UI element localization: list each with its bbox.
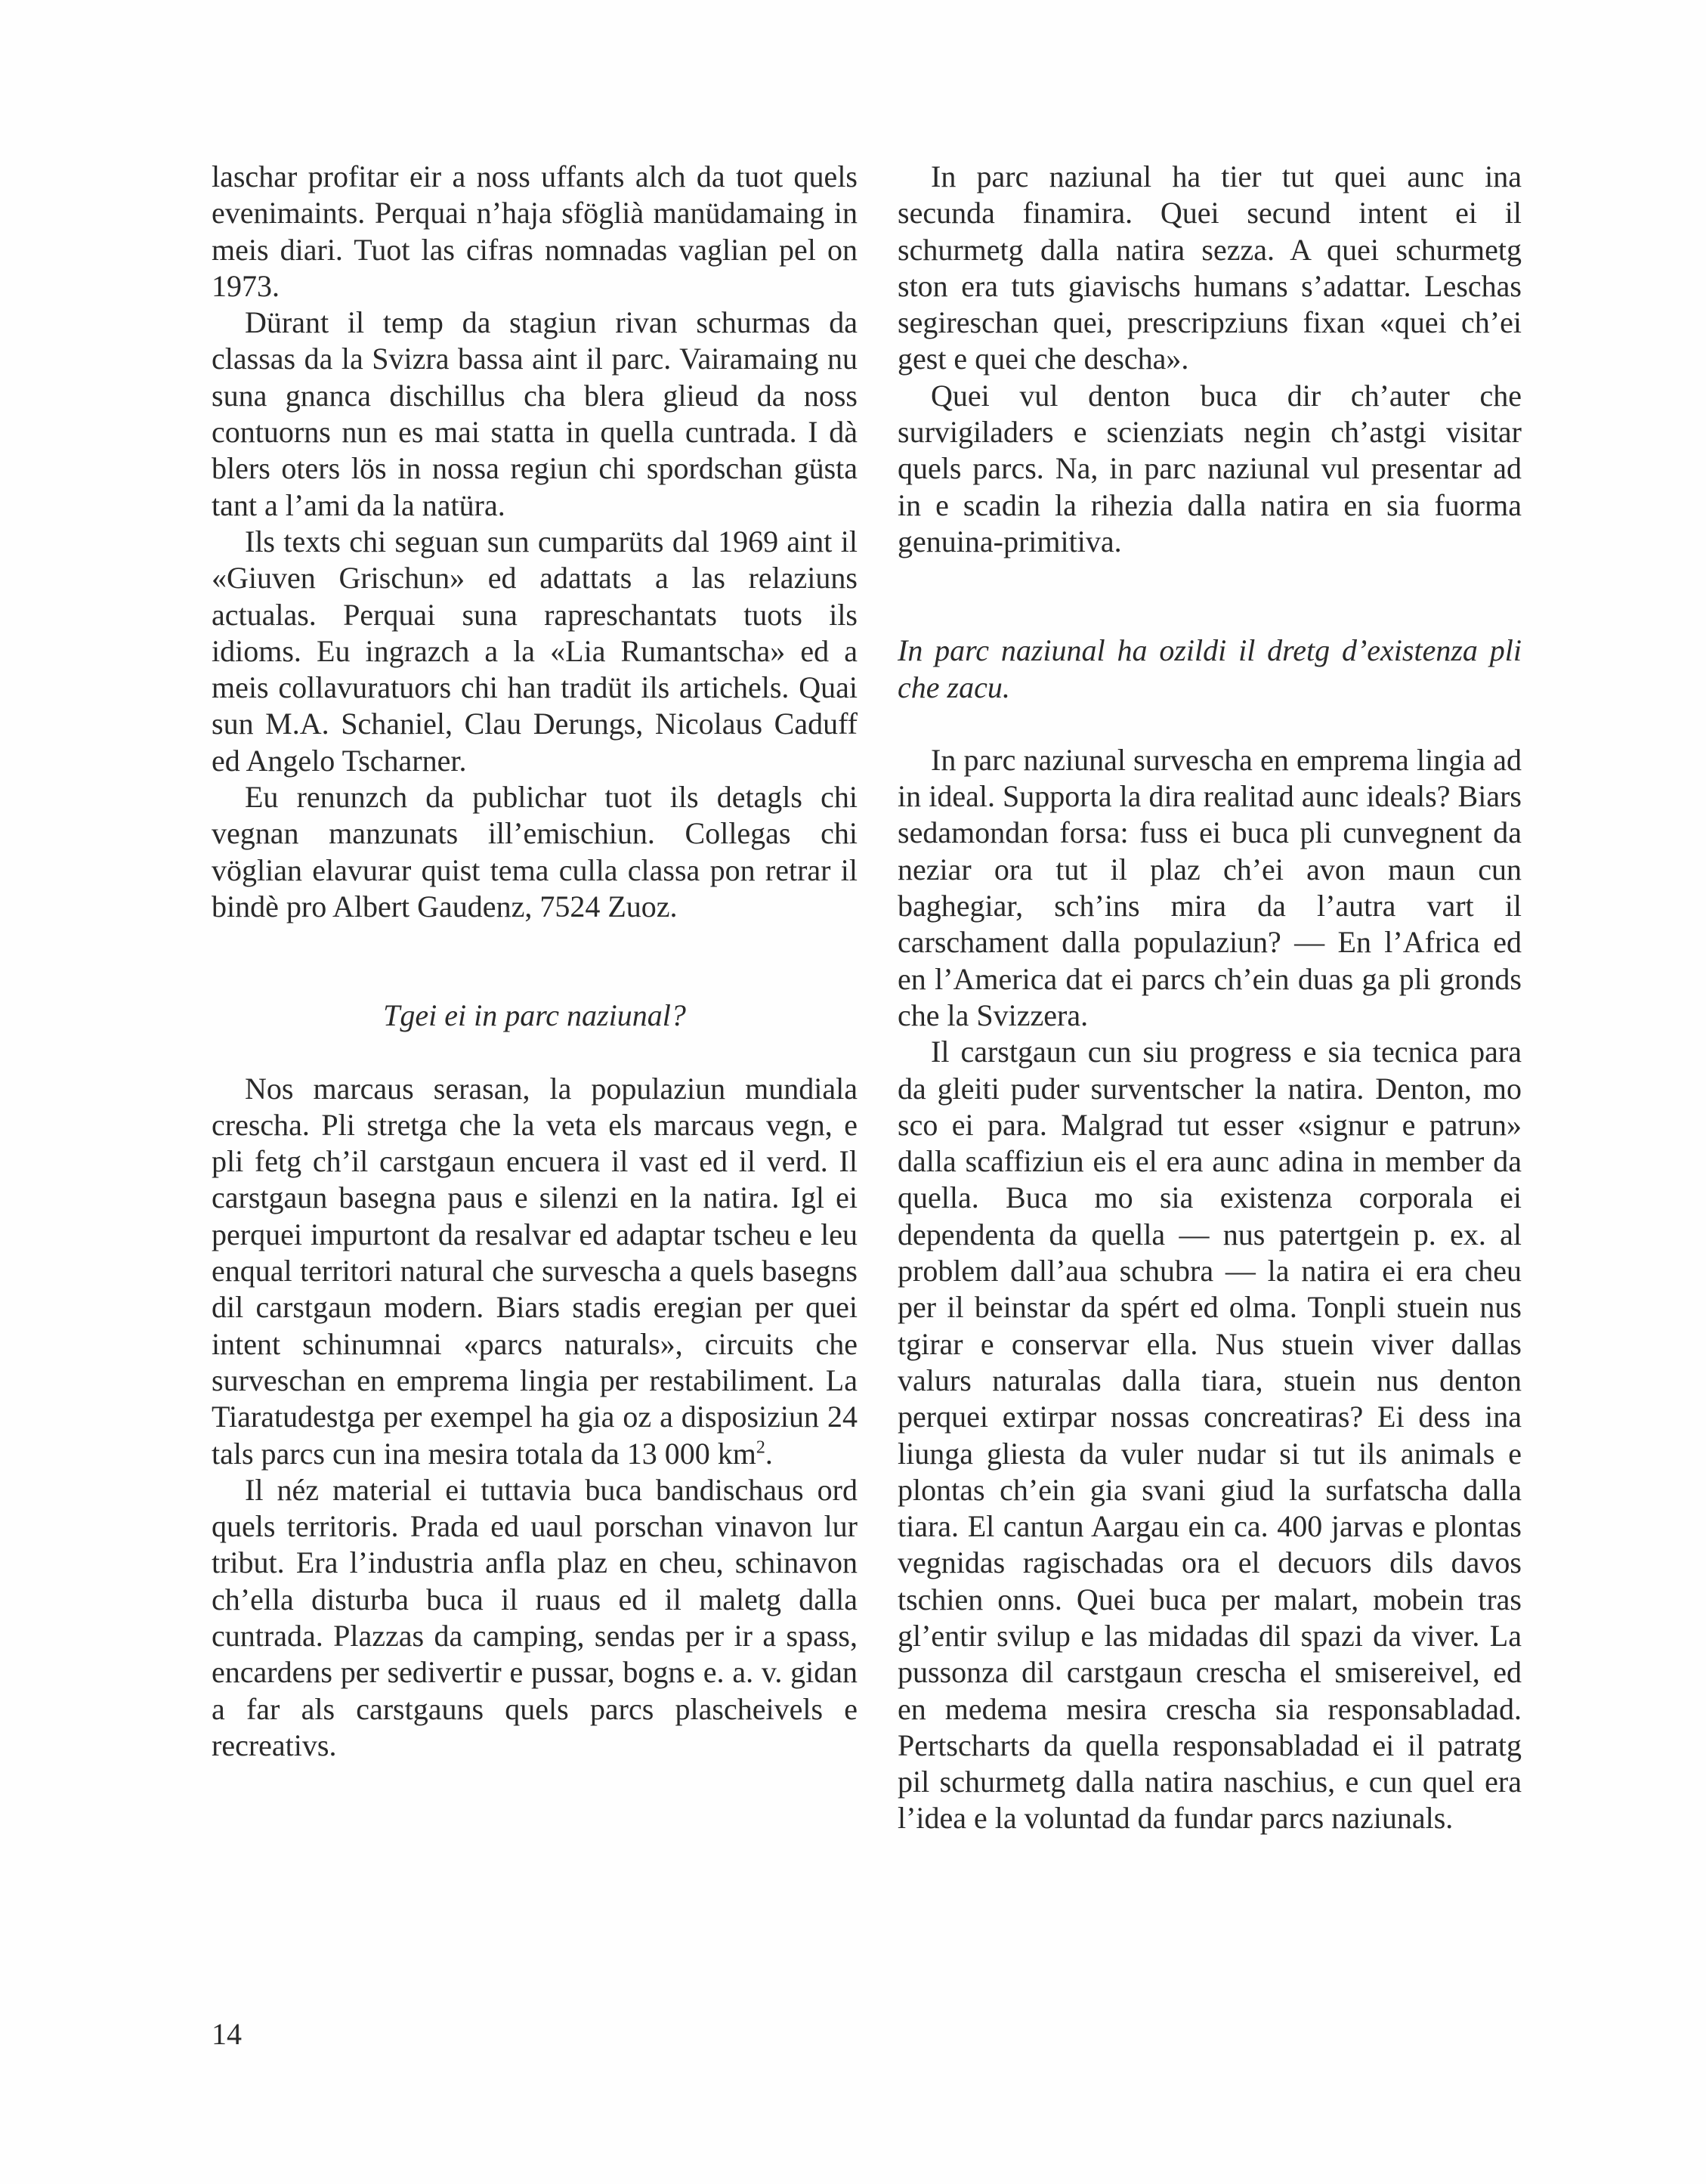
paragraph: In parc naziunal ha tier tut quei aunc ina secunda finamira. Quei secund intent ei il schurmetg dalla natira sezza. A quei schurmetg ston era tuts giavischs humans s’adattar. Leschas segireschan quei, prescripziuns fixan «quei ch’ei gest e quei che descha». (898, 159, 1522, 376)
paragraph: Il carstgaun cun siu progress e sia tecnica para da gleiti puder surventscher la natira. Denton, mo sco ei para. Malgrad tut esser «signur e patrun» dalla scaffiziun eis el era aunc adina in member da quella. Buca mo sia existenza corporala ei dependenta da quella — nus patertgein p. ex. al problem dall’aua schubra — la natira ei era cheu per il beinstar da spért ed olma. Tonpli stuein nus tgirar e conservar ella. Nus stuein viver dallas valurs naturalas dalla tiara, stuein nus denton perquei extirpar nossas concreatiras? Ei dess ina liunga gliesta da vuler nudar si tut ils animals e plontas ch’ein gia svani giud la surfatscha dalla tiara. El cantun Aargau ein ca. 400 jarvas e plontas vegnidas ragischadas ora el decuors dils davos tschien onns. Quei buca per malart, mobein tras gl’entir svilup e las midadas dil spazi da viver. La pussonza dil carstgaun crescha el smisereivel, ed en medema mesira crescha sia responsabladad. Pertscharts da quella responsabladad ei il patratg pil schurmetg dalla natira naschius, e cun quel era l’idea e la voluntad da fundar parcs naziunals. (898, 1035, 1522, 1836)
paragraph: Ils texts chi seguan sun cumparüts dal 1969 aint il «Giuven Grischun» ed adattats a las relaziuns actualas. Perquai suna rapreschantats tuots ils idioms. Eu ingrazch a la «Lia Rumantscha» ed a meis collavuratuors chi han tradüt ils artichels. Quai sun M.A. Schaniel, Clau Derungs, Nicolaus Caduff ed Angelo Tscharner. (212, 524, 858, 778)
superscript: 2 (756, 1437, 765, 1458)
section-heading: In parc naziunal ha ozildi il dretg d’existenza pli che zacu. (898, 633, 1522, 704)
right-column (898, 159, 1522, 1837)
punctuation: . (765, 1436, 773, 1471)
paragraph: Il néz material ei tuttavia buca bandischaus ord quels territoris. Prada ed uaul porschan vinavon lur tribut. Era l’industria anfla plaz en cheu, schinavon ch’ella disturba buca il ruaus ed il maletg dalla cuntrada. Plazzas da camping, sendas per ir a spass, encardens per sedivertir e pussar, bogns e. a. v. gidan a far als carstgauns quels parcs plascheivels e recreativs. (212, 1472, 858, 1762)
paragraph (212, 1071, 858, 1472)
left-column (212, 159, 858, 1764)
page-number: 14 (212, 2017, 242, 2051)
spacer (898, 706, 1522, 742)
spacer (212, 925, 858, 998)
spacer (212, 1035, 858, 1071)
section-heading: Tgei ei in parc naziunal? (383, 998, 686, 1033)
paragraph: Dürant il temp da stagiun rivan schurmas da classas da la Svizra bassa aint il parc. Vairamaing nu suna gnanca dischillus cha blera glieud da noss contuorns nun es mai statta in quella cuntrada. I dà blers oters lös in nossa regiun chi spordschan güsta tant a l’ami da la natüra. (212, 305, 858, 522)
paragraph: Eu renunzch da publichar tuot ils detagls chi vegnan manzunats ill’emischiun. Collegas chi vöglian elavurar quist tema culla classa pon retrar il bindè pro Albert Gaudenz, 7524 Zuoz. (212, 780, 858, 923)
paragraph: Quei vul denton buca dir ch’auter che survigiladers e scienziats negin ch’astgi visitar quels parcs. Na, in parc naziunal vul presentar ad in e scadin la rihezia dalla natira en sia fuorma genuina-primitiva. (898, 378, 1522, 558)
paragraph: In parc naziunal survescha en emprema lingia ad in ideal. Supporta la dira realitad aunc ideals? Biars sedamondan forsa: fuss ei buca pli cunvegnent da neziar ora tut il plaz ch’ei avon maun cun baghegiar, sch’ins mira da l’autra vart il carschament dalla populaziun? — En l’Africa ed en l’America dat ei parcs ch’ein duas ga pli gronds che la Svizzera. (898, 742, 1522, 1032)
spacer (898, 560, 1522, 633)
paragraph-text: Nos marcaus serasan, la populaziun mundiala crescha. Pli stretga che la veta els marcaus vegn, e pli fetg ch’il carstgaun encuera il vast ed il verd. Il carstgaun basegna paus e silenzi en la natira. Igl ei perquei impurtont da resalvar ed adaptar tscheu e leu enqual territori natural che survescha a quels basegns dil carstgaun modern. Biars stadis eregian per quei intent schinumnai «parcs naturals», circuits che surveschan en emprema lingia per restabiliment. La Tiaratudestga per exempel ha gia oz a disposiziun 24 tals parcs cun ina mesira totala da 13 000 km (212, 1071, 858, 1471)
paragraph: laschar profitar eir a noss uffants alch da tuot quels evenimaints. Perquai n’haja sföglià manüdamaing in meis diari. Tuot las cifras nomnadas vaglian pel on 1973. (212, 159, 858, 303)
